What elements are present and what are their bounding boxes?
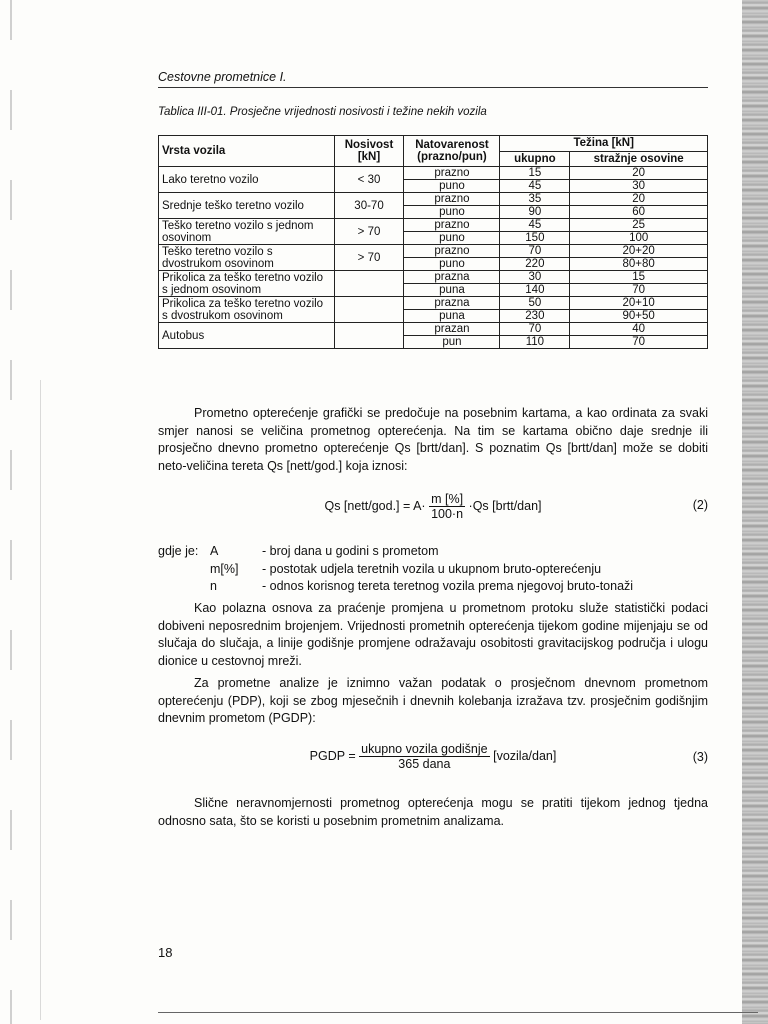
table-row	[159, 193, 708, 206]
cell-capacity: > 70	[334, 219, 404, 245]
cell-total: 50	[500, 297, 570, 310]
cell-state: pun	[404, 336, 500, 349]
cell-rear: 70	[570, 336, 708, 349]
cell-vehicle: Autobus	[159, 323, 335, 349]
col-header-total: ukupno	[500, 151, 570, 167]
scan-edge-left-faint	[40, 380, 41, 1020]
cell-total: 70	[500, 245, 570, 258]
cell-state: puno	[404, 232, 500, 245]
cell-rear: 60	[570, 206, 708, 219]
col-header-capacity	[334, 136, 404, 167]
cell-capacity	[334, 271, 404, 297]
definition-symbol: A	[210, 544, 219, 558]
table-row	[159, 245, 708, 258]
paragraph-4: Slične neravnomjernosti prometnog opterećenja mogu se pratiti tijekom jednog tjedna odnosno sata, što se koristi u posebnim prometnim analizama.	[158, 796, 708, 828]
definition-symbol: n	[210, 579, 217, 593]
cell-state: prazan	[404, 323, 500, 336]
cell-total: 35	[500, 193, 570, 206]
equation-number-3: (3)	[692, 750, 708, 764]
col-header-rear-axle: stražnje osovine	[570, 151, 708, 167]
formula-3-rhs: [vozila/dan]	[493, 748, 557, 763]
cell-total: 45	[500, 219, 570, 232]
table-row	[159, 219, 708, 232]
col-header-capacity-label: Nosivost	[344, 139, 394, 151]
cell-vehicle: Prikolica za teško teretno vozilo s dvostrukom osovinom	[159, 297, 335, 323]
cell-rear: 80+80	[570, 258, 708, 271]
col-header-vehicle: Vrsta vozila	[159, 136, 335, 167]
definition-text: - odnos korisnog tereta teretnog vozila prema njegovoj bruto-tonaži	[262, 579, 634, 593]
cell-state: puno	[404, 206, 500, 219]
cell-vehicle: Srednje teško teretno vozilo	[159, 193, 335, 219]
cell-rear: 20+10	[570, 297, 708, 310]
cell-vehicle: Teško teretno vozilo s dvostrukom osovinom	[159, 245, 335, 271]
cell-rear: 70	[570, 284, 708, 297]
cell-rear: 30	[570, 180, 708, 193]
cell-state: prazno	[404, 245, 500, 258]
cell-total: 45	[500, 180, 570, 193]
cell-total: 220	[500, 258, 570, 271]
paragraph-1: Prometno opterećenje grafički se predočuje na posebnim kartama, a kao ordinata za svaki smjer nanosi se veličina prometnog opterećenja. Na tim se kartama obično daje srednje ili prosječno dnevno prometno opterećenje Qs [brtt/dan]. S poznatim Qs [brtt/dan] može se dobiti neto-veličina tereta Qs [nett/god.] koja iznosi:	[158, 406, 708, 473]
definition-row	[158, 578, 708, 596]
running-header: Cestovne prometnice I.	[158, 70, 287, 84]
definition-text: - broj dana u godini s prometom	[262, 544, 439, 558]
cell-rear: 25	[570, 219, 708, 232]
equation-number-2: (2)	[692, 498, 708, 512]
paragraph-2: Kao polazna osnova za praćenje promjena u prometnom protoku služe statistički podaci dobiveni neposrednim brojenjem. Vrijednosti prometnih opterećenja tijekom godine mijenjaju se od slučaja do slučaja, a linije godišnje promjene odražavaju osobitosti gravitacijskog područja i ulogu dionice u cestovnoj mreži.	[158, 601, 708, 668]
formula-2-fraction	[429, 492, 465, 521]
paragraph-3: Za prometne analize je iznimno važan podatak o prosječnom dnevnom prometnom opterećenju (PDP), koji se zbog mjesečnih i dnevnih kolebanja izražava tzv. prosječnim godišnjim dnevnim prometom (PGDP):	[158, 676, 708, 725]
col-header-load-sub: (prazno/pun)	[417, 151, 487, 163]
cell-rear: 15	[570, 271, 708, 284]
formula-3-lhs: PGDP =	[309, 748, 356, 763]
cell-rear: 100	[570, 232, 708, 245]
scan-edge-left	[10, 0, 12, 1024]
cell-state: prazno	[404, 193, 500, 206]
definition-text: - postotak udjela teretnih vozila u ukupnom bruto-opterećenju	[262, 561, 602, 576]
cell-total: 230	[500, 310, 570, 323]
cell-state: prazna	[404, 271, 500, 284]
cell-state: puna	[404, 310, 500, 323]
table-caption: Tablica III-01. Prosječne vrijednosti nosivosti i težine nekih vozila	[158, 106, 487, 118]
cell-state: puna	[404, 284, 500, 297]
formula-3-denominator: 365 dana	[398, 757, 451, 771]
formula-3-numerator: ukupno vozila godišnje	[361, 742, 488, 756]
formula-2-numerator: m [%]	[429, 492, 465, 507]
cell-rear: 90+50	[570, 310, 708, 323]
cell-capacity	[334, 297, 404, 323]
cell-total: 150	[500, 232, 570, 245]
cell-state: prazno	[404, 167, 500, 180]
cell-rear: 20+20	[570, 245, 708, 258]
cell-capacity	[334, 323, 404, 349]
cell-capacity: > 70	[334, 245, 404, 271]
formula-2-rhs: ·Qs [brtt/dan]	[468, 498, 542, 513]
col-header-weight: Težina [kN]	[500, 136, 708, 152]
definitions	[158, 543, 708, 596]
cell-vehicle: Teško teretno vozilo s jednom osovinom	[159, 219, 335, 245]
cell-rear: 20	[570, 167, 708, 180]
formula-3-fraction	[359, 742, 489, 771]
cell-rear: 20	[570, 193, 708, 206]
cell-total: 15	[500, 167, 570, 180]
col-header-capacity-unit: [kN]	[357, 151, 381, 163]
table-body	[159, 167, 708, 349]
page-number: 18	[158, 945, 173, 960]
cell-state: prazna	[404, 297, 500, 310]
cell-vehicle: Lako teretno vozilo	[159, 167, 335, 193]
cell-state: puno	[404, 180, 500, 193]
scan-edge-right	[742, 0, 768, 1024]
formula-2	[158, 490, 708, 530]
cell-total: 70	[500, 323, 570, 336]
formula-2-lhs: Qs [nett/god.] = A·	[324, 498, 426, 513]
cell-total: 140	[500, 284, 570, 297]
table-row	[159, 323, 708, 336]
table-row	[159, 167, 708, 180]
cell-total: 30	[500, 271, 570, 284]
cell-capacity: < 30	[334, 167, 404, 193]
cell-total: 110	[500, 336, 570, 349]
formula-3	[158, 742, 708, 782]
header-rule	[158, 87, 708, 88]
col-header-load-label: Natovarenost	[415, 139, 489, 151]
cell-vehicle: Prikolica za teško teretno vozilo s jednom osovinom	[159, 271, 335, 297]
table-row	[159, 297, 708, 310]
cell-state: prazno	[404, 219, 500, 232]
cell-rear: 40	[570, 323, 708, 336]
bottom-rule	[158, 1012, 758, 1013]
cell-capacity: 30-70	[334, 193, 404, 219]
formula-2-denominator: 100·n	[431, 507, 464, 521]
definitions-intro: gdje je:	[158, 544, 199, 558]
col-header-load	[404, 136, 500, 167]
table-row	[159, 271, 708, 284]
cell-total: 90	[500, 206, 570, 219]
cell-state: puno	[404, 258, 500, 271]
definition-row	[158, 561, 708, 579]
vehicle-table	[158, 135, 708, 349]
definition-symbol: m[%]	[210, 561, 239, 576]
definition-row	[158, 543, 708, 561]
